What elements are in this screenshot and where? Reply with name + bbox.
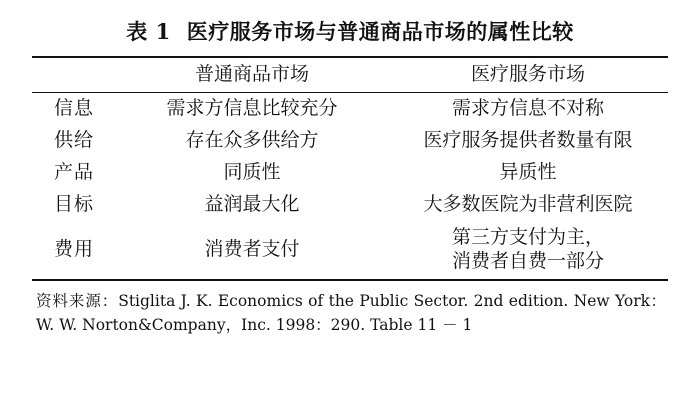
row-cell-ordinary: 需求方信息比较充分: [166, 97, 338, 120]
row-cell-medical: 医疗服务提供者数量有限: [423, 129, 633, 152]
comparison-table: [30, 58, 670, 92]
row-cell-medical: 异质性: [499, 161, 557, 184]
row-label: 目标: [53, 193, 94, 216]
table-row: [30, 157, 670, 189]
source-text: Stiglita J. K. Economics of the Public Sector. 2nd edition. New York：W. W. Norton&Company，Inc. 1998：290. Table 11 － 1: [36, 292, 666, 335]
table-row: [30, 125, 670, 157]
row-cell-medical: 第三方支付为主， 消费者自费一部分: [451, 226, 604, 272]
table-row: [30, 189, 670, 221]
row-cell-medical: 大多数医院为非营利医院: [423, 193, 633, 216]
header-medical-service-market: 医疗服务市场: [470, 63, 585, 86]
source-label: 资料来源：: [36, 292, 119, 310]
row-label: 费用: [53, 238, 94, 261]
table-number: 表 1: [126, 19, 171, 44]
table-title: [30, 10, 670, 56]
header-blank: [30, 58, 118, 92]
row-cell-medical: 需求方信息不对称: [451, 97, 604, 120]
row-label: 供给: [53, 129, 94, 152]
row-cell-ordinary: 消费者支付: [204, 238, 300, 261]
table-row: [30, 93, 670, 125]
row-cell-ordinary: 益润最大化: [204, 193, 300, 216]
table-body: [30, 93, 670, 279]
row-cell-ordinary: 同质性: [223, 161, 281, 184]
header-row: [30, 58, 670, 92]
comparison-table-body: [30, 93, 670, 279]
header-ordinary-goods-market: 普通商品市场: [194, 63, 309, 86]
table-row: [30, 221, 670, 279]
row-label: 信息: [53, 97, 94, 120]
row-label: 产品: [53, 161, 94, 184]
row-cell-ordinary: 存在众多供给方: [185, 129, 319, 152]
source-note: [30, 281, 670, 337]
table-title-text: 医疗服务市场与普通商品市场的属性比较: [186, 19, 574, 44]
table-header: [30, 58, 670, 92]
